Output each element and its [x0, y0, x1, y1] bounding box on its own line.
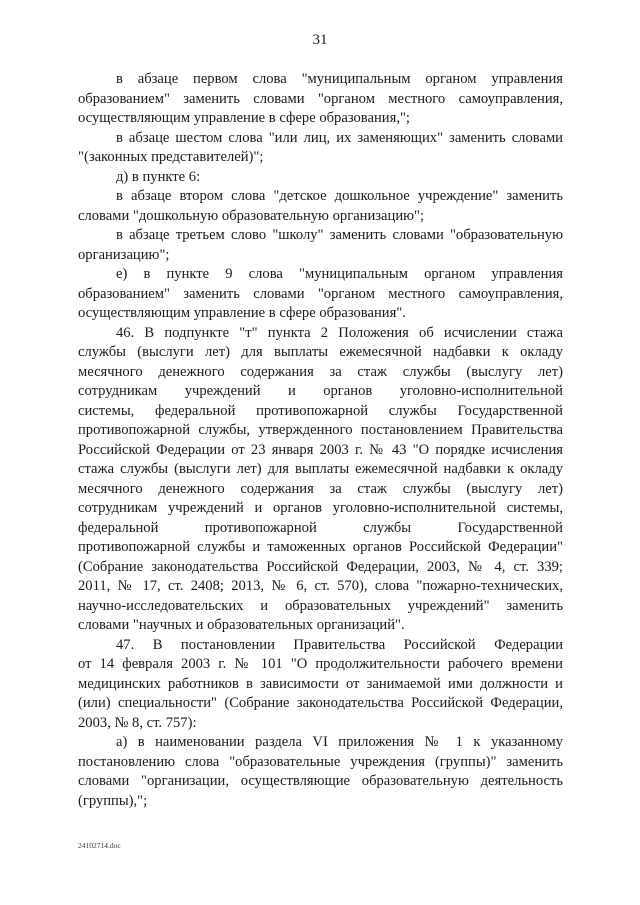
text-line: (или) специальности" (Собрание законодательства Российской Федерации,	[78, 695, 563, 711]
text-line: 2011, № 17, ст. 2408; 2013, № 6, ст. 570), слова "пожарно-технических,	[78, 578, 563, 594]
text-line: научно-исследовательских и образовательных учреждений" заменить	[78, 597, 563, 614]
paragraph	[78, 129, 563, 168]
document-footer-filename: 24102714.doc	[78, 841, 121, 850]
text-line: от 14 февраля 2003 г. № 101 "О продолжительности рабочего времени	[78, 656, 563, 672]
text-line: в абзаце третьем слово "школу" заменить словами "образовательную	[116, 227, 563, 243]
text-line: образованием" заменить словами "органом местного самоуправления,	[78, 285, 563, 302]
text-line: стажа службы (выслуги лет) для выплаты ежемесячной надбавки к окладу	[78, 461, 563, 477]
text-line: 2003, № 8, ст. 757):	[78, 714, 197, 731]
text-line: в абзаце шестом слова "или лиц, их заменяющих" заменить словами	[116, 129, 563, 146]
text-line: в абзаце первом слова "муниципальным органом управления	[116, 71, 563, 87]
text-line: сотрудникам учреждений и органов уголовно-исполнительной	[78, 383, 563, 399]
text-line: е) в пункте 9 слова "муниципальным органом управления	[116, 266, 563, 282]
text-line: месячного денежного содержания за стаж службы (выслугу лет)	[78, 480, 563, 497]
page-number: 31	[312, 32, 328, 48]
text-line: медицинских работников в зависимости от занимаемой ими должности и	[78, 675, 563, 692]
text-line: (Собрание законодательства Российской Федерации, 2003, № 4, ст. 339;	[78, 558, 563, 575]
paragraph	[78, 265, 563, 324]
text-line: осуществляющим управление в сфере образования,";	[78, 110, 410, 126]
text-line: службы (выслуги лет) для выплаты ежемесячной надбавки к окладу	[78, 344, 563, 360]
text-line: осуществляющим управление в сфере образования".	[78, 305, 406, 321]
text-line: месячного денежного содержания за стаж службы (выслугу лет)	[78, 363, 563, 380]
text-line: 47. В постановлении Правительства Российской Федерации	[116, 636, 563, 653]
text-line: противопожарной службы и таможенных органов Российской Федерации"	[78, 539, 563, 555]
paragraph	[78, 226, 563, 265]
text-line: в абзаце втором слова "детское дошкольное учреждение" заменить	[116, 188, 563, 204]
paragraph	[78, 70, 563, 129]
text-line: "(законных представителей)";	[78, 149, 264, 165]
text-line: 46. В подпункте "т" пункта 2 Положения об исчислении стажа	[116, 324, 563, 341]
text-line: сотрудникам учреждений и органов уголовно-исполнительной системы,	[78, 500, 563, 516]
document-body	[78, 70, 563, 811]
paragraph	[78, 168, 563, 188]
text-line: системы, федеральной противопожарной службы Государственной	[78, 402, 563, 419]
text-line: постановлению слова "образовательные учреждения (группы)" заменить	[78, 753, 563, 770]
text-line: (группы),";	[78, 792, 148, 809]
text-line: а) в наименовании раздела VI приложения № 1 к указанному	[116, 734, 563, 750]
paragraph	[78, 733, 563, 811]
text-line: словами "дошкольную образовательную организацию";	[78, 207, 425, 224]
paragraph	[78, 187, 563, 226]
text-line: д) в пункте 6:	[116, 168, 201, 185]
text-line: словами "организации, осуществляющие образовательную деятельность	[78, 773, 563, 789]
text-line: Российской Федерации от 23 января 2003 г. № 43 "О порядке исчисления	[78, 441, 563, 458]
text-line: противопожарной службы, утвержденного постановлением Правительства	[78, 422, 563, 438]
text-line: федеральной противопожарной службы Государственной	[78, 519, 563, 536]
text-line: словами "научных и образовательных организаций".	[78, 617, 405, 633]
paragraph	[78, 324, 563, 636]
text-line: образованием" заменить словами "органом местного самоуправления,	[78, 90, 563, 107]
paragraph	[78, 636, 563, 734]
text-line: организацию";	[78, 246, 170, 263]
